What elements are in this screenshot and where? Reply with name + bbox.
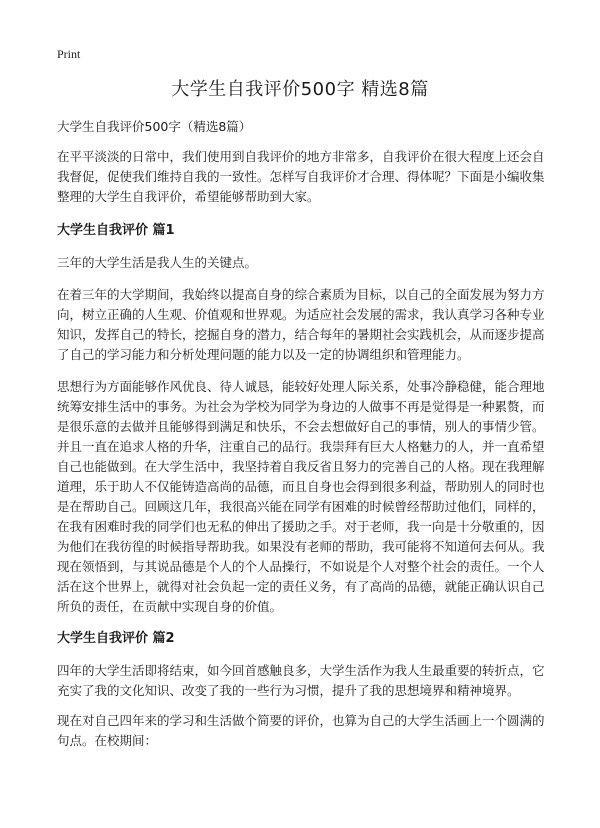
section-heading-1: 大学生自我评价 篇1 bbox=[57, 223, 175, 238]
article-body bbox=[57, 117, 551, 763]
print-link[interactable]: Print bbox=[57, 47, 81, 61]
intro-paragraph: 在平平淡淡的日常中，我们使用到自我评价的地方非常多，自我评价在很大程度上还会自我督促，促使我们维持自我的一致性。怎样写自我评价才合理、得体呢？下面是小编收集整理的大学生自我评价，希望能够帮助到大家。 bbox=[57, 149, 545, 204]
section-1-paragraph: 在着三年的大学期间，我始终以提高自身的综合素质为目标，以自己的全面发展为努力方向，树立正确的人生观、价值观和世界观。为适应社会发展的需求，我认真学习各种专业知识，发挥自己的特长，挖掘自身的潜力，结合每年的暑期社会实践机会，从而逐步提高了自己的学习能力和分析处理问题的能力以及一定的协调组织和管理能力。 bbox=[57, 287, 545, 362]
section-heading-2: 大学生自我评价 篇2 bbox=[57, 631, 175, 646]
section-1-paragraph: 三年的大学生活是我人生的关键点。 bbox=[57, 255, 258, 270]
section-2-paragraph: 四年的大学生活即将结束，如今回首感触良多，大学生活作为我人生最重要的转折点，它充实了我的文化知识、改变了我的一些行为习惯，提升了我的思想境界和精神境界。 bbox=[57, 663, 545, 698]
page-title: 大学生自我评价500字 精选8篇 bbox=[171, 79, 429, 100]
section-2-paragraph: 现在对自己四年来的学习和生活做个简要的评价，也算为自己的大学生活画上一个圆满的句点。在校期间： bbox=[57, 713, 545, 748]
section-1-paragraph: 思想行为方面能够作风优良、待人诚恳，能较好处理人际关系，处事冷静稳健，能合理地统筹安排生活中的事务。为社会为学校为同学为身边的人做事不再是觉得是一种累赘，而是很乐意的去做并且能够得到满足和快乐，不会去想做好自己的事情，别人的事情少管。并且一直在追求人格的升华，注重自己的品行。我崇拜有巨大人格魅力的人，并一直希望自己也能做到。在大学生活中，我坚持着自我反省且努力的完善自己的人格。现在我理解道理，乐于助人不仅能铸造高尚的品德，而且自身也会得到很多利益，帮助别人的同时也是在帮助自己。回顾这几年，我很高兴能在同学有困难的时候曾经帮助过他们，同样的，在我有困难时我的同学们也无私的伸出了援助之手。对于老师，我一向是十分敬重的，因为他们在我彷徨的时候指导帮助我。如果没有老师的帮助，我可能将不知道何去何从。我现在领悟到，与其说品德是个人的个人品操行，不如说是个人对整个社会的责任。一个人活在这个世界上，就得对社会负起一定的责任义务，有了高尚的品德，就能正确认识自己所负的责任，在贡献中实现自身的价值。 bbox=[57, 379, 545, 614]
article-subtitle: 大学生自我评价500字（精选8篇） bbox=[57, 119, 252, 134]
